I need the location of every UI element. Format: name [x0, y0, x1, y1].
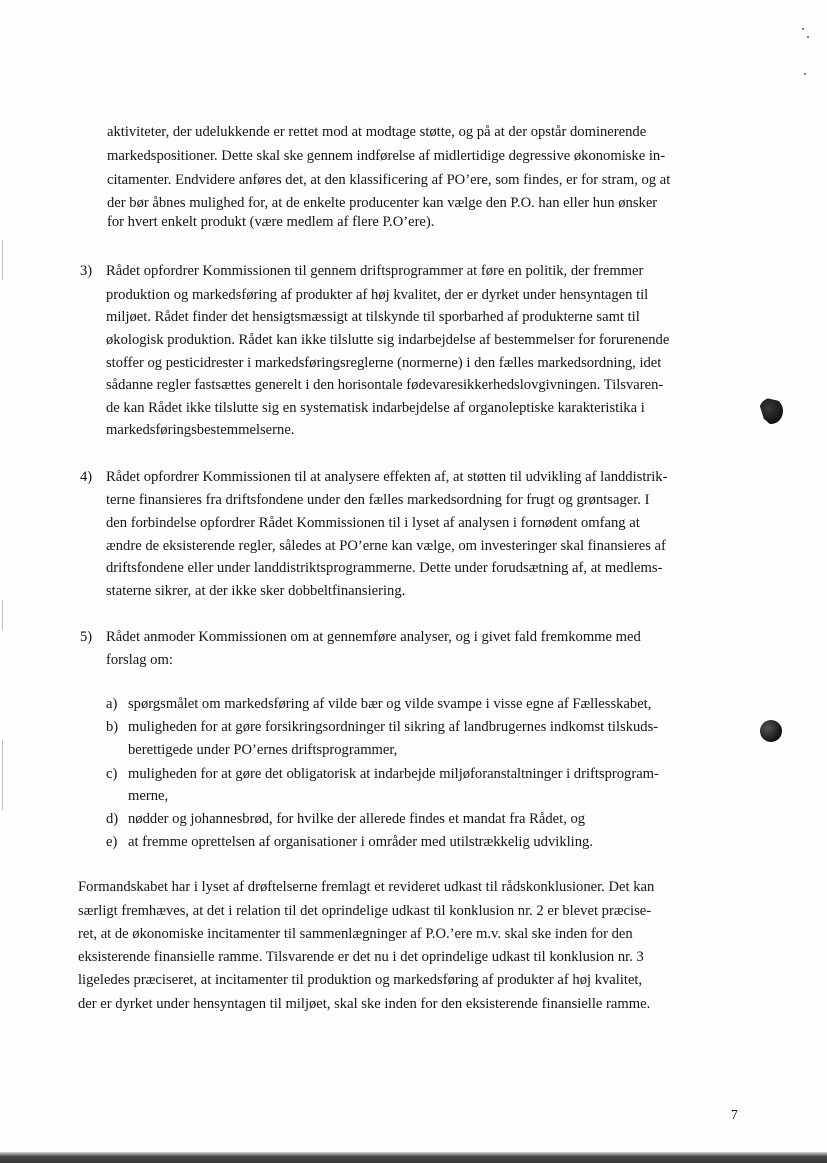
- text-line: at fremme oprettelsen af organisationer i områder med utilstrækkelig udvikling.: [128, 834, 593, 850]
- text-line: nødder og johannesbrød, for hvilke der allerede findes et mandat fra Rådet, og: [128, 811, 586, 827]
- text-line: ret, at de økonomiske incitamenter til sammenlægninger af P.O.’ere m.v. skal ske inden for den: [78, 926, 633, 942]
- scan-edge-line: [2, 740, 3, 810]
- page-number: 7: [731, 1107, 738, 1122]
- text-line: miljøet. Rådet finder det hensigtsmæssigt at tilskynde til sporbarhed af produkterne samt til: [106, 309, 640, 325]
- text-line: muligheden for at gøre forsikringsordninger til sikring af landbrugernes indkomst tilskuds-: [128, 719, 659, 735]
- text-line: berettigede under PO’ernes driftsprogrammer,: [128, 742, 398, 758]
- text-line: ændre de eksisterende regler, således at PO’erne kan vælge, om investeringer skal finansieres af: [106, 538, 666, 554]
- text-line: stoffer og pesticidrester i markedsføringsreglerne (normerne) i den fælles markedsordning, idet: [106, 355, 662, 371]
- text-line: økologisk produktion. Rådet kan ikke tilslutte sig indarbejdelse af bestemmelser for forurenende: [106, 332, 670, 348]
- sub-item-letter: c): [106, 766, 118, 782]
- text-line: aktiviteter, der udelukkende er rettet mod at modtage støtte, og på at der opstår dominerende: [107, 124, 647, 140]
- text-line: markedsføringsbestemmelserne.: [106, 422, 295, 438]
- scan-speck: [802, 28, 804, 30]
- item-number: 5): [80, 629, 93, 645]
- text-line: Rådet opfordrer Kommissionen til at analysere effekten af, at støtten til udvikling af landdistrik-: [106, 469, 668, 485]
- text-line: produktion og markedsføring af produkter af høj kvalitet, der er dyrket under hensyntagen til: [106, 287, 649, 303]
- scan-speck: [804, 73, 806, 75]
- text-line: spørgsmålet om markedsføring af vilde bær og vilde svampe i visse egne af Fællesskabet,: [128, 696, 652, 712]
- text-line: eksisterende finansielle ramme. Tilsvarende er det nu i det oprindelige udkast til konklusion nr. 3: [78, 949, 644, 965]
- text-line: staterne sikrer, at der ikke sker dobbeltfinansiering.: [106, 583, 406, 599]
- sub-item-letter: e): [106, 834, 118, 850]
- scan-bottom-edge: [0, 1152, 827, 1163]
- text-line: der er dyrket under hensyntagen til miljøet, skal ske inden for den eksisterende finansielle ramme.: [78, 996, 651, 1012]
- text-line: Formandskabet har i lyset af drøftelserne fremlagt et revideret udkast til rådskonklusioner. Det kan: [78, 879, 655, 895]
- scan-edge-line: [2, 600, 3, 630]
- text-line: ligeledes præciseret, at incitamenter til produktion og markedsføring af produkter af høj kvalitet,: [78, 972, 643, 988]
- text-line: forslag om:: [106, 652, 173, 668]
- text-line: der bør åbnes mulighed for, at de enkelte producenter kan vælge den P.O. han eller hun ønsker: [107, 195, 658, 211]
- text-line: særligt fremhæves, at det i relation til det oprindelige udkast til konklusion nr. 2 er blevet præcise-: [78, 903, 652, 919]
- sub-item-letter: b): [106, 719, 119, 735]
- text-line: Rådet opfordrer Kommissionen til gennem driftsprogrammer at føre en politik, der fremmer: [106, 263, 644, 279]
- text-line: muligheden for at gøre det obligatorisk at indarbejde miljøforanstaltninger i driftsprogram-: [128, 766, 659, 782]
- item-number: 3): [80, 263, 93, 279]
- sub-item-letter: d): [106, 811, 119, 827]
- scan-speck: [807, 36, 809, 38]
- item-number: 4): [80, 469, 93, 485]
- scan-edge-line: [2, 240, 3, 280]
- punch-hole-mark: [760, 720, 782, 742]
- text-line: markedspositioner. Dette skal ske gennem indførelse af midlertidige degressive økonomiske in-: [107, 148, 666, 164]
- punch-hole-mark: [759, 398, 783, 424]
- text-line: driftsfondene eller under landdistriktsprogrammerne. Dette under forudsætning af, at medlems-: [106, 560, 663, 576]
- text-line: citamenter. Endvidere anføres det, at den klassificering af PO’ere, som findes, er for stram, og at: [107, 172, 671, 188]
- text-line: for hvert enkelt produkt (være medlem af flere P.O’ere).: [107, 214, 435, 230]
- text-line: de kan Rådet ikke tilslutte sig en systematisk indarbejdelse af organoleptiske karakteristika i: [106, 400, 645, 416]
- text-line: merne,: [128, 788, 169, 804]
- sub-item-letter: a): [106, 696, 118, 712]
- text-line: sådanne regler fastsættes generelt i den horisontale fødevaresikkerhedslovgivningen. Tilsvaren-: [106, 377, 664, 393]
- text-line: den forbindelse opfordrer Rådet Kommissionen til i lyset af analysen i fornødent omfang at: [106, 515, 640, 531]
- text-line: Rådet anmoder Kommissionen om at gennemføre analyser, og i givet fald fremkomme med: [106, 629, 641, 645]
- text-line: terne finansieres fra driftsfondene under den fælles markedsordning for frugt og grøntsager. I: [106, 492, 650, 508]
